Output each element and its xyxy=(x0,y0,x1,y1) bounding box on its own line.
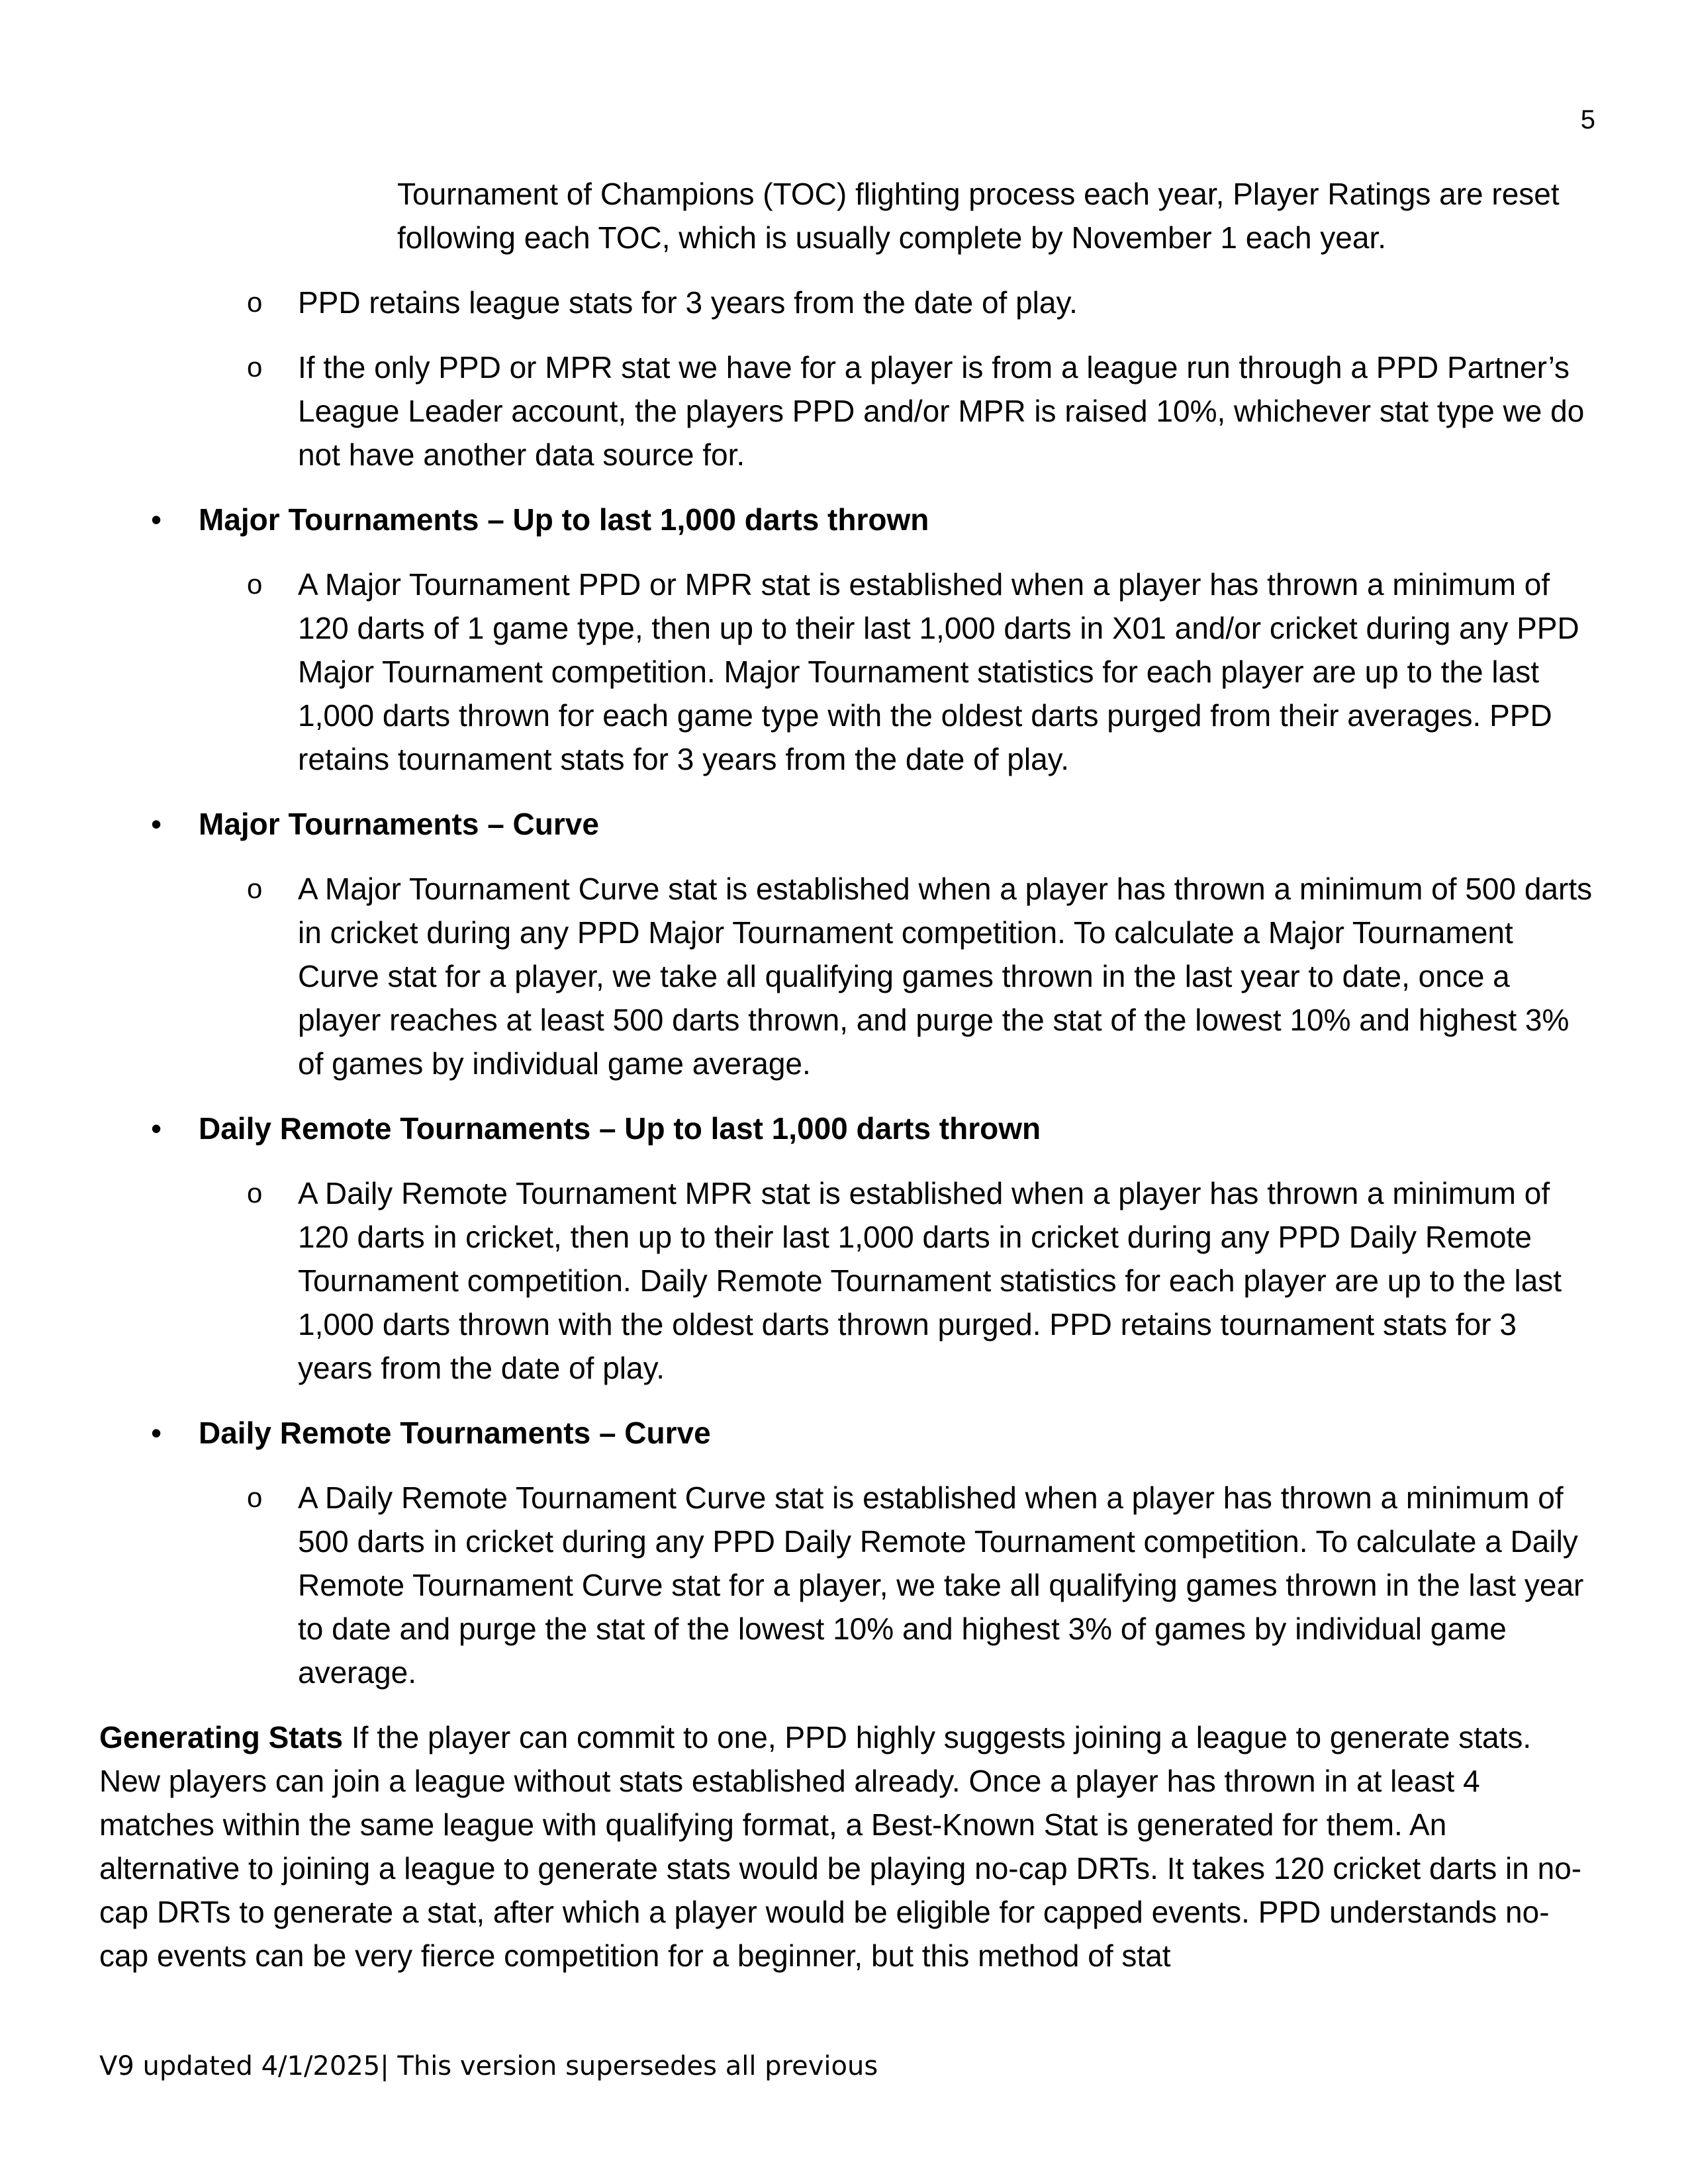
sub-list-item xyxy=(99,1476,1595,1694)
bullet-icon: • xyxy=(151,807,162,841)
bullet-icon: • xyxy=(151,1111,162,1146)
section-heading xyxy=(99,498,1595,541)
circle-bullet-icon: o xyxy=(247,1482,263,1513)
sub-list-item-text: PPD retains league stats for 3 years from the date of play. xyxy=(298,285,1078,320)
section-heading-text: Daily Remote Tournaments – Curve xyxy=(199,1416,711,1450)
circle-bullet-icon: o xyxy=(247,1177,263,1208)
circle-bullet-icon: o xyxy=(247,351,263,383)
generating-stats-body: If the player can commit to one, PPD highly suggests joining a league to generate stats. New players can join a league without stats established already. Once a player has thrown in at least 4 matches within the same league with qualifying format, a Best-Known Stat is generated for them. An alternative to joining a league to generate stats would be playing no-cap DRTs. It takes 120 cricket darts in no-cap DRTs to generate a stat, after which a player would be eligible for capped events. PPD understands no-cap events can be very fierce competition for a beginner, but this method of stat xyxy=(99,1720,1582,1973)
section-heading-text: Daily Remote Tournaments – Up to last 1,000 darts thrown xyxy=(199,1111,1041,1146)
page-footer: V9 updated 4/1/2025| This version supersedes all previous xyxy=(99,2051,878,2081)
bullet-icon: • xyxy=(151,502,162,537)
continuation-paragraph: Tournament of Champions (TOC) flighting process each year, Player Ratings are reset following each TOC, which is usually complete by November 1 each year. xyxy=(397,177,1560,255)
sub-list-item xyxy=(99,867,1595,1085)
circle-bullet-icon: o xyxy=(247,287,263,318)
section-body-text: A Major Tournament PPD or MPR stat is established when a player has thrown a minimum of 120 darts of 1 game type, then up to their last 1,000 darts in X01 and/or cricket during any PPD Major Tournament competition. Major Tournament statistics for each player are up to the last 1,000 darts thrown for each game type with the oldest darts purged from their averages. PPD retains tournament stats for 3 years from the date of play. xyxy=(298,567,1579,776)
section-heading xyxy=(99,1107,1595,1150)
circle-bullet-icon: o xyxy=(247,569,263,600)
sub-list-item xyxy=(99,345,1595,477)
circle-bullet-icon: o xyxy=(247,873,263,904)
document-body xyxy=(99,172,1595,1978)
sub-list-item xyxy=(99,563,1595,781)
section-body-text: A Daily Remote Tournament Curve stat is established when a player has thrown a minimum of 500 darts in cricket during any PPD Daily Remote Tournament competition. To calculate a Daily Remote Tournament Curve stat for a player, we take all qualifying games thrown in the last year to date and purge the stat of the lowest 10% and highest 3% of games by individual game average. xyxy=(298,1480,1584,1690)
section-body-text: A Daily Remote Tournament MPR stat is established when a player has thrown a minimum of 120 darts in cricket, then up to their last 1,000 darts in cricket during any PPD Daily Remote Tournament competition. Daily Remote Tournament statistics for each player are up to the last 1,000 darts thrown with the oldest darts thrown purged. PPD retains tournament stats for 3 years from the date of play. xyxy=(298,1176,1562,1385)
sub-list-item xyxy=(99,281,1595,324)
generating-stats-paragraph xyxy=(99,1715,1595,1978)
generating-stats-heading: Generating Stats xyxy=(99,1720,344,1754)
page-number: 5 xyxy=(1580,105,1595,134)
section-heading xyxy=(99,802,1595,846)
sub-list-item xyxy=(99,1171,1595,1390)
section-heading-text: Major Tournaments – Curve xyxy=(199,807,599,841)
section-body-text: A Major Tournament Curve stat is established when a player has thrown a minimum of 500 darts in cricket during any PPD Major Tournament competition. To calculate a Major Tournament Curve stat for a player, we take all qualifying games thrown in the last year to date, once a player reaches at least 500 darts thrown, and purge the stat of the lowest 10% and highest 3% of games by individual game average. xyxy=(298,872,1593,1081)
sub-list-item-text: If the only PPD or MPR stat we have for a player is from a league run through a PPD Partner’s League Leader account, the players PPD and/or MPR is raised 10%, whichever stat type we do not have another data source for. xyxy=(298,350,1585,472)
bullet-icon: • xyxy=(151,1416,162,1450)
section-heading xyxy=(99,1411,1595,1455)
section-heading-text: Major Tournaments – Up to last 1,000 darts thrown xyxy=(199,502,929,537)
